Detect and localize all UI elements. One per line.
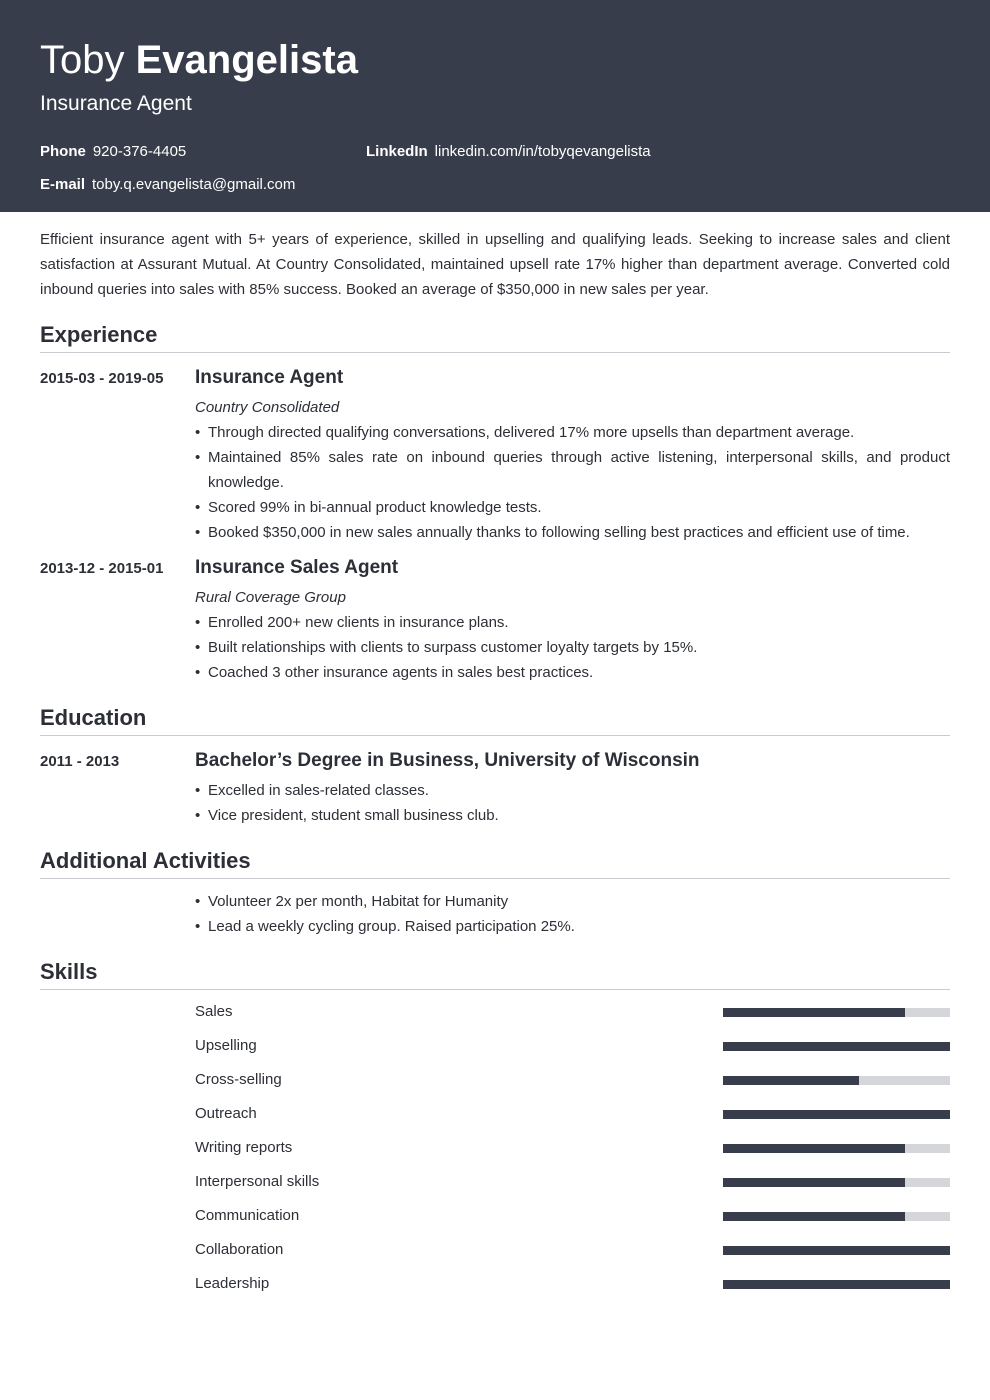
skills-divider [40, 989, 950, 990]
skill-level-bar [723, 1246, 950, 1255]
list-item: • Through directed qualifying conversations, delivered 17% more upsells than department average. [195, 420, 950, 445]
skill-level-fill [723, 1178, 905, 1187]
skill-level-fill [723, 1042, 950, 1051]
activities-divider [40, 878, 950, 879]
email-value[interactable]: toby.q.evangelista@gmail.com [92, 176, 296, 193]
job-bullets [195, 610, 950, 685]
resume-header [0, 0, 990, 212]
education-heading: Education [40, 705, 147, 730]
list-item: • Booked $350,000 in new sales annually thanks to following selling best practices and efficient use of time. [195, 520, 950, 545]
skill-name: Cross-selling [195, 1071, 282, 1088]
list-item: • Excelled in sales-related classes. [195, 778, 950, 803]
experience-divider [40, 352, 950, 353]
phone-label: Phone [40, 143, 86, 160]
skill-level-fill [723, 1280, 950, 1289]
job-company: Country Consolidated [195, 399, 340, 416]
skill-level-bar [723, 1280, 950, 1289]
skill-row [195, 1172, 950, 1192]
skill-level-bar [723, 1212, 950, 1221]
education-bullets [195, 778, 950, 828]
skill-level-fill [723, 1076, 859, 1085]
candidate-name [40, 36, 358, 84]
list-item: • Maintained 85% sales rate on inbound queries through active listening, interpersonal skills, and product knowledge. [195, 445, 950, 495]
skill-level-bar [723, 1008, 950, 1017]
skill-name: Writing reports [195, 1139, 293, 1156]
email-label: E-mail [40, 176, 86, 193]
last-name: Evangelista [135, 38, 358, 82]
job-title: Insurance Agent [195, 367, 344, 388]
skill-level-bar [723, 1144, 950, 1153]
skill-name: Communication [195, 1207, 300, 1224]
contact-email [40, 176, 295, 194]
job-dates: 2013-12 - 2015-01 [40, 560, 164, 577]
phone-value: 920-376-4405 [92, 143, 187, 160]
skill-row [195, 1036, 950, 1056]
skill-name: Outreach [195, 1105, 257, 1122]
skill-level-fill [723, 1212, 905, 1221]
skill-name: Interpersonal skills [195, 1173, 320, 1190]
job-bullets [195, 420, 950, 545]
list-item: • Volunteer 2x per month, Habitat for Humanity [195, 889, 950, 914]
skill-row [195, 1104, 950, 1124]
skill-level-fill [723, 1144, 905, 1153]
education-divider [40, 735, 950, 736]
job-dates: 2015-03 - 2019-05 [40, 370, 164, 387]
list-item: • Vice president, student small business club. [195, 803, 950, 828]
education-degree: Bachelor’s Degree in Business, University of Wisconsin [195, 750, 700, 771]
skill-row [195, 1274, 950, 1294]
skill-name: Leadership [195, 1275, 270, 1292]
list-item: • Lead a weekly cycling group. Raised participation 25%. [195, 914, 950, 939]
contact-phone [40, 143, 186, 161]
skill-row [195, 1002, 950, 1022]
summary-paragraph: Efficient insurance agent with 5+ years of experience, skilled in upselling and qualifying leads. Seeking to increase sales and client satisfaction at Assurant Mutual. At Country Consolidated, maintained upsell rate 17% higher than department average. Converted cold inbound queries into sales with 85% success. Booked an average of $350,000 in new sales per year. [40, 231, 950, 298]
skill-level-bar [723, 1178, 950, 1187]
skill-row [195, 1138, 950, 1158]
linkedin-value[interactable]: linkedin.com/in/tobyqevangelista [434, 143, 651, 160]
list-item: • Enrolled 200+ new clients in insurance plans. [195, 610, 950, 635]
skill-level-fill [723, 1008, 905, 1017]
skill-name: Sales [195, 1003, 233, 1020]
list-item: • Coached 3 other insurance agents in sales best practices. [195, 660, 950, 685]
first-name: Toby [40, 38, 125, 82]
skill-row [195, 1240, 950, 1260]
contact-linkedin [366, 143, 651, 161]
education-dates: 2011 - 2013 [40, 753, 120, 770]
skill-level-bar [723, 1076, 950, 1085]
job-title-headline: Insurance Agent [40, 92, 192, 115]
skill-level-fill [723, 1246, 950, 1255]
list-item: • Scored 99% in bi-annual product knowledge tests. [195, 495, 950, 520]
skill-level-fill [723, 1110, 950, 1119]
skill-row [195, 1206, 950, 1226]
skill-level-bar [723, 1110, 950, 1119]
linkedin-label: LinkedIn [366, 143, 428, 160]
skill-name: Collaboration [195, 1241, 284, 1258]
job-company: Rural Coverage Group [195, 589, 346, 606]
skills-heading: Skills [40, 959, 98, 984]
activities-bullets [195, 889, 950, 939]
job-title: Insurance Sales Agent [195, 557, 399, 578]
activities-heading: Additional Activities [40, 848, 251, 873]
experience-heading: Experience [40, 322, 158, 347]
skill-level-bar [723, 1042, 950, 1051]
list-item: • Built relationships with clients to surpass customer loyalty targets by 15%. [195, 635, 950, 660]
skill-name: Upselling [195, 1037, 257, 1054]
skill-row [195, 1070, 950, 1090]
